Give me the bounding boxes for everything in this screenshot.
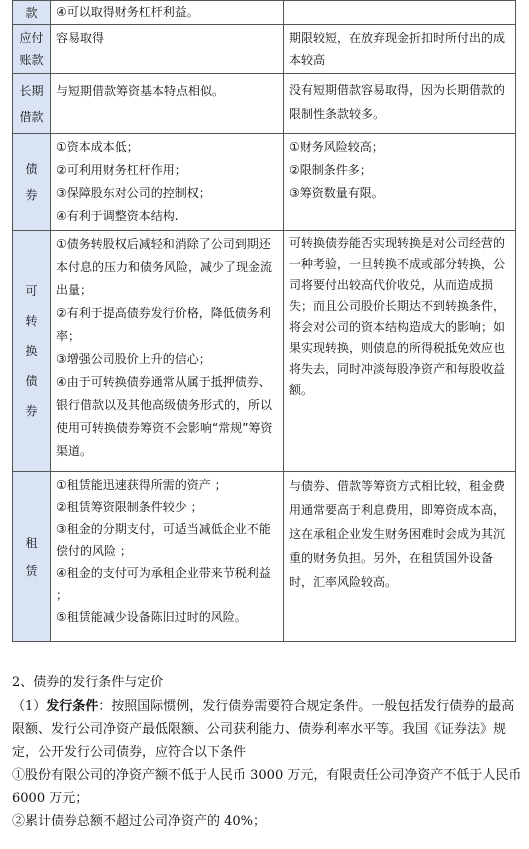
table-row — [13, 472, 516, 642]
list-item: ①股份有限公司的净资产额不低于人民币 3000 万元，有限责任公司净资产不低于人民币 6000 万元； — [12, 768, 522, 806]
disadvantages-cell: ①财务风险较高； ②限制条件多； ③筹资数量有限。 — [284, 134, 516, 231]
disadvantages-cell: 与债券、借款等筹资方式相比较，租金费用通常要高于利息费用，即筹资成本高，这在承租企业发生财务困难时会成为其沉重的财务负担。另外，在租赁国外设备时，汇率风险较高。 — [284, 472, 516, 642]
advantages-cell: ①债务转股权后减轻和消除了公司到期还本付息的压力和债务风险，减少了现金流出量； ②有利于提高债券发行价格，降低债务利率； ③增强公司股价上升的信心； ④由于可转换债券通常从属于抵押债券、银行借款以及其他高级债务形式的，所以使用可转换债券筹资不会影响“常规”筹资渠道。 — [51, 231, 284, 472]
section-body — [12, 695, 522, 833]
advantages-cell: ④可以取得财务杠杆利益。 — [51, 1, 284, 25]
table-row — [13, 25, 516, 74]
row-category: 长期 借款 — [13, 74, 51, 134]
disadvantages-cell: 没有短期借款容易取得，因为长期借款的限制性条款较多。 — [284, 74, 516, 134]
advantages-cell: 与短期借款筹资基本特点相似。 — [51, 74, 284, 134]
paragraph-issuance-conditions: （1）发行条件：按照国际惯例，发行债券需要符合规定条件。一般包括发行债券的最高限额、发行公司净资产最低限额、公司获利能力、债券利率水平等。我国《证券法》规定，公开发行公司债券，应符合以下条件 — [12, 699, 515, 760]
advantages-cell: ①租赁能迅速获得所需的资产 ； ②租赁筹资限制条件较少 ； ③租金的分期支付，可适当减低企业不能偿付的风险 ； ④租金的支付可为承租企业带来节税利益 ； ⑤租赁能减少设备陈旧过时的风险。 — [51, 472, 284, 642]
financing-comparison-table — [12, 0, 515, 642]
row-category: 应付 账款 — [13, 25, 51, 74]
list-item: ②累计债券总额不超过公司净资产的 40%； — [12, 814, 267, 829]
advantages-cell: ①资本成本低； ②可利用财务杠杆作用； ③保障股东对公司的控制权； ④有利于调整资本结构. — [51, 134, 284, 231]
advantages-cell: 容易取得 — [51, 25, 284, 74]
bold-term: 发行条件 — [46, 699, 99, 714]
disadvantages-cell: 可转换债券能否实现转换是对公司经营的一种考验，一旦转换不成或部分转换，公司将要付出较高代价收兑，从而造成损失；而且公司股价长期达不到转换条件，将会对公司的资本结构造成大的影响；如果实现转换，则债息的所得税抵免效应也将失去，同时冲淡每股净资产和每股收益额。 — [284, 231, 516, 472]
table-row — [13, 134, 516, 231]
disadvantages-cell: 期限较短，在放弃现金折扣时所付出的成本较高 — [284, 25, 516, 74]
row-category: 款 — [13, 1, 51, 25]
table-row — [13, 1, 516, 25]
table-row — [13, 74, 516, 134]
disadvantages-cell — [284, 1, 516, 25]
row-category: 租 赁 — [13, 472, 51, 642]
section-heading: 2、债券的发行条件与定价 — [12, 675, 164, 690]
row-category: 债 券 — [13, 134, 51, 231]
row-category: 可 转 换 债 券 — [13, 231, 51, 472]
table-row — [13, 231, 516, 472]
